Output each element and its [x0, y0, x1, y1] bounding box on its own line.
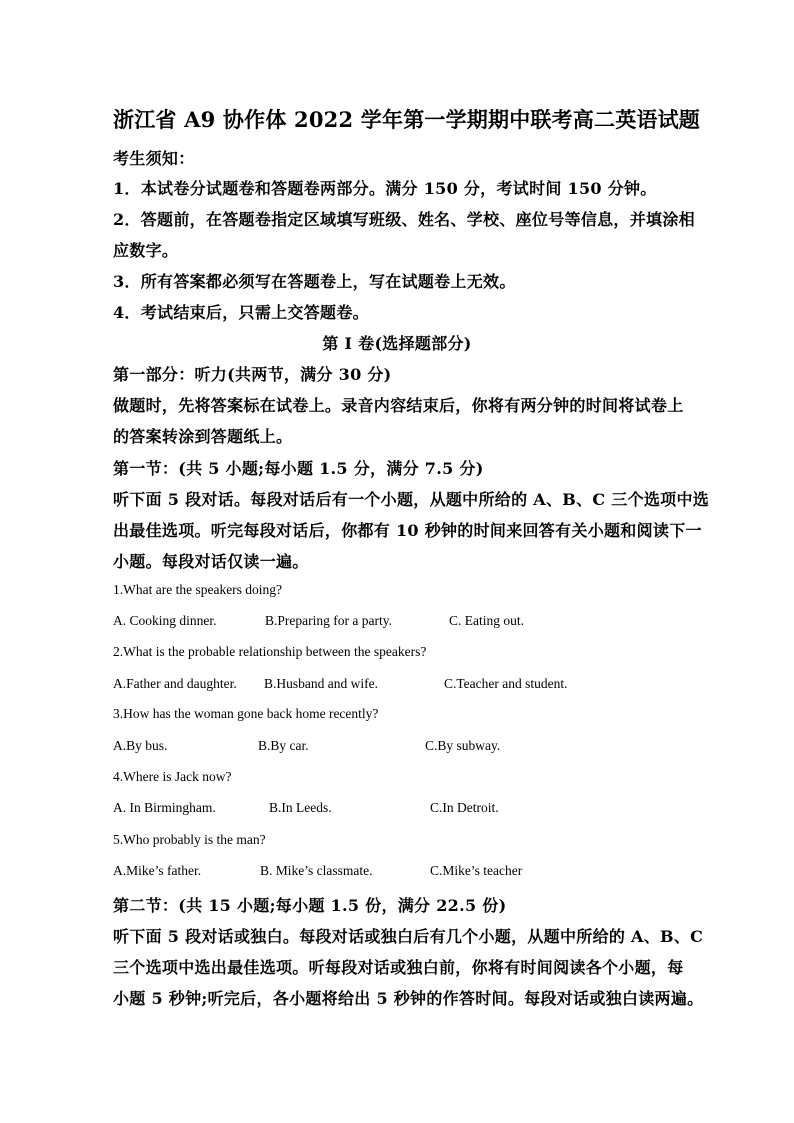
section1-intro-line-1: 听下面 5 段对话。每段对话后有一个小题，从题中所给的 A、B、C 三个选项中选	[113, 490, 710, 509]
volume-heading: 第 I 卷(选择题部分)	[322, 334, 472, 353]
q5-option-a: A.Mike’s father.	[113, 863, 202, 878]
part1-intro-line-1: 做题时，先将答案标在试卷上。录音内容结束后，你将有两分钟的时间将试卷上	[113, 396, 684, 415]
section2-intro-line-3: 小题 5 秒钟;听完后，各小题将给出 5 秒钟的作答时间。每段对话或独白读两遍。	[113, 989, 704, 1008]
notice-heading: 考生须知：	[113, 149, 195, 168]
question-1: 1.What are the speakers doing?	[113, 582, 283, 597]
question-5: 5.Who probably is the man?	[113, 832, 266, 847]
section1-intro-line-2: 出最佳选项。听完每段对话后，你都有 10 秒钟的时间来回答有关小题和阅读下一	[113, 521, 702, 540]
section1-heading: 第一节：(共 5 小题;每小题 1.5 分，满分 7.5 分)	[113, 459, 484, 478]
rule-4: 4．考试结束后，只需上交答题卷。	[113, 303, 369, 322]
rule-2-cont: 应数字。	[113, 241, 179, 260]
section1-intro-line-3: 小题。每段对话仅读一遍。	[113, 552, 309, 571]
rule-2: 2．答题前，在答题卷指定区域填写班级、姓名、学校、座位号等信息，并填涂相	[113, 210, 695, 229]
part1-heading: 第一部分：听力(共两节，满分 30 分)	[113, 365, 392, 384]
q1-option-c: C. Eating out.	[449, 613, 524, 628]
section2-heading: 第二节：(共 15 小题;每小题 1.5 份，满分 22.5 份)	[113, 896, 507, 915]
q2-option-c: C.Teacher and student.	[444, 676, 568, 691]
question-3: 3.How has the woman gone back home recently?	[113, 706, 379, 721]
q4-option-c: C.In Detroit.	[430, 800, 499, 815]
section2-intro-line-1: 听下面 5 段对话或独白。每段对话或独白后有几个小题，从题中所给的 A、B、C	[113, 927, 704, 946]
q3-option-a: A.By bus.	[113, 738, 168, 753]
rule-3: 3．所有答案都必须写在答题卷上，写在试题卷上无效。	[113, 272, 516, 291]
q4-option-a: A. In Birmingham.	[113, 800, 216, 815]
exam-title: 浙江省 A9 协作体 2022 学年第一学期期中联考高二英语试题	[113, 107, 700, 132]
q1-option-b: B.Preparing for a party.	[265, 613, 392, 628]
rule-1: 1．本试卷分试题卷和答题卷两部分。满分 150 分，考试时间 150 分钟。	[113, 179, 657, 198]
question-4: 4.Where is Jack now?	[113, 769, 232, 784]
q1-option-a: A. Cooking dinner.	[113, 613, 217, 628]
section2-intro-line-2: 三个选项中选出最佳选项。听每段对话或独白前，你将有时间阅读各个小题，每	[113, 958, 684, 977]
q4-option-b: B.In Leeds.	[269, 800, 332, 815]
q5-option-c: C.Mike’s teacher	[430, 863, 523, 878]
q3-option-b: B.By car.	[258, 738, 309, 753]
q2-option-a: A.Father and daughter.	[113, 676, 237, 691]
part1-intro-line-2: 的答案转涂到答题纸上。	[113, 427, 293, 446]
q3-option-c: C.By subway.	[425, 738, 501, 753]
q5-option-b: B. Mike’s classmate.	[260, 863, 373, 878]
question-2: 2.What is the probable relationship between the speakers?	[113, 644, 427, 659]
q2-option-b: B.Husband and wife.	[264, 676, 378, 691]
